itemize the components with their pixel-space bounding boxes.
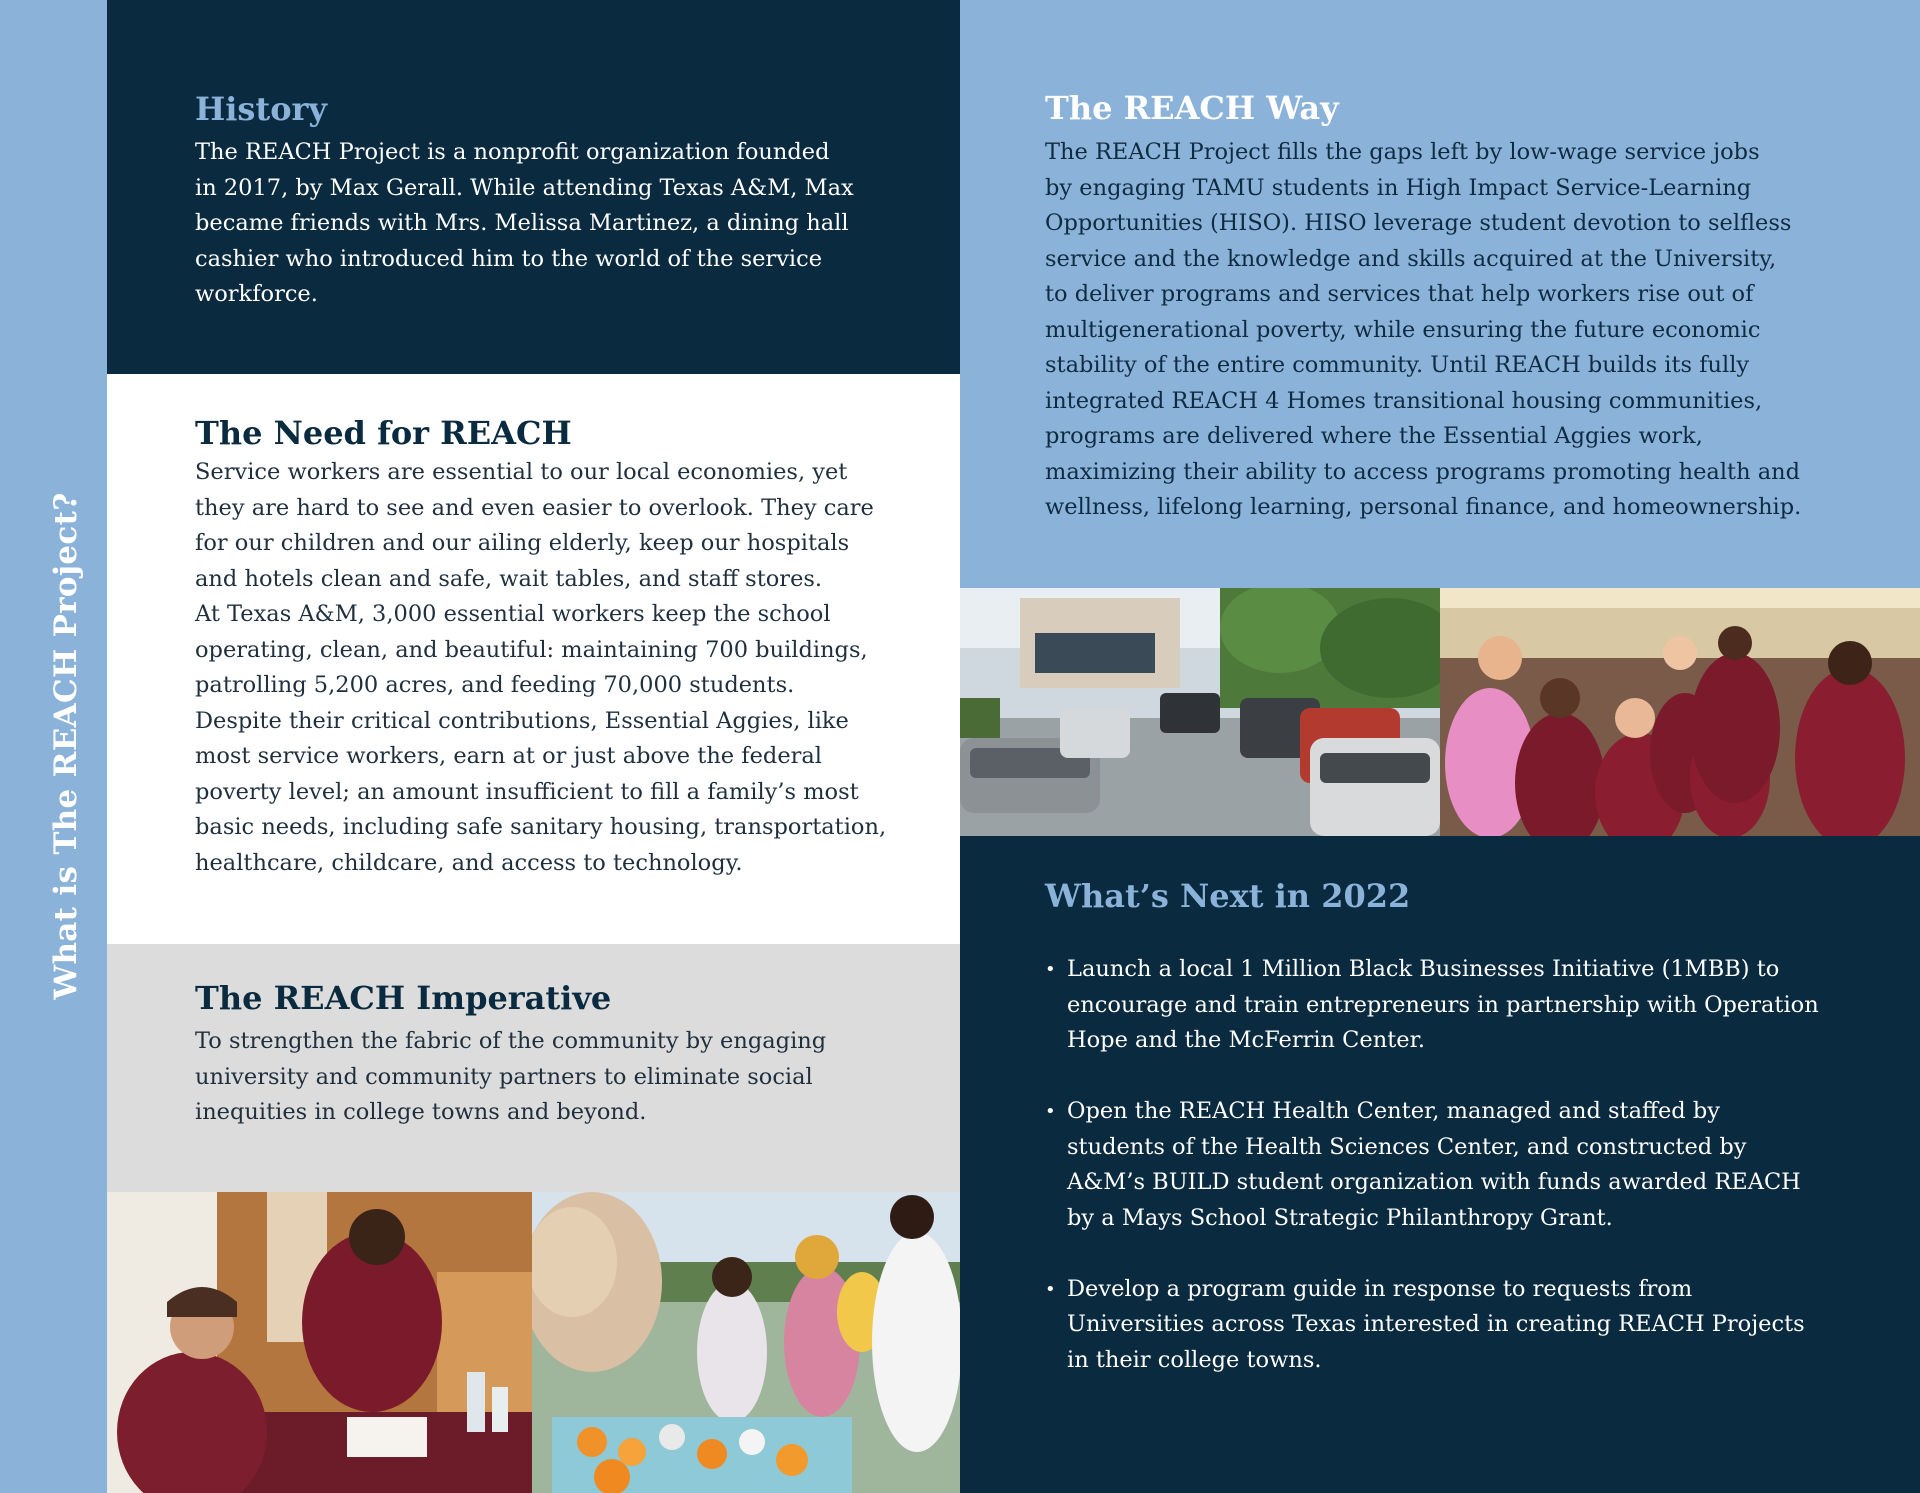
list-item-line: students of the Health Sciences Center, and constructed by xyxy=(1067,1133,1747,1160)
history-line: cashier who introduced him to the world of the service xyxy=(195,245,823,272)
history-line: became friends with Mrs. Melissa Martinez, a dining hall xyxy=(195,210,849,236)
need-line: they are hard to see and even easier to overlook. They care xyxy=(195,494,874,521)
list-item xyxy=(1045,1094,1835,1236)
sidebar-title: What is The REACH Project? xyxy=(48,492,84,1000)
whats-next-heading: What’s Next in 2022 xyxy=(1045,877,1411,915)
reach-way-line: integrated REACH 4 Homes transitional housing communities, xyxy=(1045,387,1763,414)
reach-way-line: Opportunities (HISO). HISO leverage student devotion to selfless xyxy=(1045,210,1792,236)
reach-way-heading: The REACH Way xyxy=(1045,89,1339,127)
list-item-line: Hope and the McFerrin Center. xyxy=(1067,1027,1426,1053)
photo-staff-group xyxy=(1440,588,1920,836)
bullet-icon: • xyxy=(1045,959,1056,980)
imperative-line: inequities in college towns and beyond. xyxy=(195,1099,647,1125)
need-line: basic needs, including safe sanitary housing, transportation, xyxy=(195,814,887,840)
reach-way-line: to deliver programs and services that help workers rise out of xyxy=(1045,281,1754,307)
need-line: for our children and our ailing elderly, keep our hospitals xyxy=(195,530,850,556)
list-item xyxy=(1045,952,1835,1059)
photo-drive-through-cars xyxy=(960,588,1440,836)
whats-next-list xyxy=(1045,952,1835,1414)
photo-kids-community-event xyxy=(532,1192,960,1493)
history-text xyxy=(195,135,885,313)
list-item-line: Launch a local 1 Million Black Businesses Initiative (1MBB) to xyxy=(1067,956,1780,982)
imperative-line: To strengthen the fabric of the community by engaging xyxy=(195,1028,827,1054)
need-heading: The Need for REACH xyxy=(195,414,572,452)
need-text xyxy=(195,455,895,881)
need-line: most service workers, earn at or just above the federal xyxy=(195,743,823,769)
reach-way-line: service and the knowledge and skills acquired at the University, xyxy=(1045,245,1777,272)
list-item-line: Open the REACH Health Center, managed and staffed by xyxy=(1067,1098,1720,1124)
list-item-line: in their college towns. xyxy=(1067,1346,1322,1373)
need-line: poverty level; an amount insufficient to fill a family’s most xyxy=(195,778,859,805)
need-line: operating, clean, and beautiful: maintaining 700 buildings, xyxy=(195,636,868,663)
need-line: patrolling 5,200 acres, and feeding 70,000 students. xyxy=(195,672,795,698)
history-line: in 2017, by Max Gerall. While attending Texas A&M, Max xyxy=(195,174,854,201)
bullet-icon: • xyxy=(1045,1278,1056,1300)
need-line: Despite their critical contributions, Essential Aggies, like xyxy=(195,707,849,734)
reach-way-line: multigenerational poverty, while ensuring the future economic xyxy=(1045,316,1761,343)
list-item-line: by a Mays School Strategic Philanthropy Grant. xyxy=(1067,1204,1613,1231)
reach-way-text xyxy=(1045,135,1875,526)
bullet-icon: • xyxy=(1045,1101,1056,1122)
need-line: Service workers are essential to our local economies, yet xyxy=(195,459,848,485)
imperative-text xyxy=(195,1024,875,1131)
imperative-heading: The REACH Imperative xyxy=(195,979,612,1017)
history-line: The REACH Project is a nonprofit organization founded xyxy=(195,139,830,165)
list-item xyxy=(1045,1272,1835,1379)
need-line: and hotels clean and safe, wait tables, and staff stores. xyxy=(195,565,823,592)
reach-way-line: by engaging TAMU students in High Impact Service-Learning xyxy=(1045,174,1752,201)
need-line: healthcare, childcare, and access to technology. xyxy=(195,849,743,876)
reach-way-line: stability of the entire community. Until REACH builds its fully xyxy=(1045,352,1750,378)
photo-blood-pressure-clinic xyxy=(107,1192,532,1493)
need-line: At Texas A&M, 3,000 essential workers keep the school xyxy=(195,601,831,627)
list-item-line: Develop a program guide in response to requests from xyxy=(1067,1275,1693,1302)
reach-way-line: The REACH Project fills the gaps left by low-wage service jobs xyxy=(1045,139,1760,165)
reach-way-line: maximizing their ability to access programs promoting health and xyxy=(1045,458,1801,485)
reach-way-line: wellness, lifelong learning, personal finance, and homeownership. xyxy=(1045,494,1802,520)
list-item-line: A&M’s BUILD student organization with funds awarded REACH xyxy=(1067,1169,1801,1195)
imperative-line: university and community partners to eliminate social xyxy=(195,1063,813,1090)
history-heading: History xyxy=(195,90,327,128)
history-line: workforce. xyxy=(195,281,318,307)
reach-way-line: programs are delivered where the Essential Aggies work, xyxy=(1045,423,1703,449)
list-item-line: encourage and train entrepreneurs in partnership with Operation xyxy=(1067,991,1819,1018)
list-item-line: Universities across Texas interested in creating REACH Projects xyxy=(1067,1311,1805,1337)
